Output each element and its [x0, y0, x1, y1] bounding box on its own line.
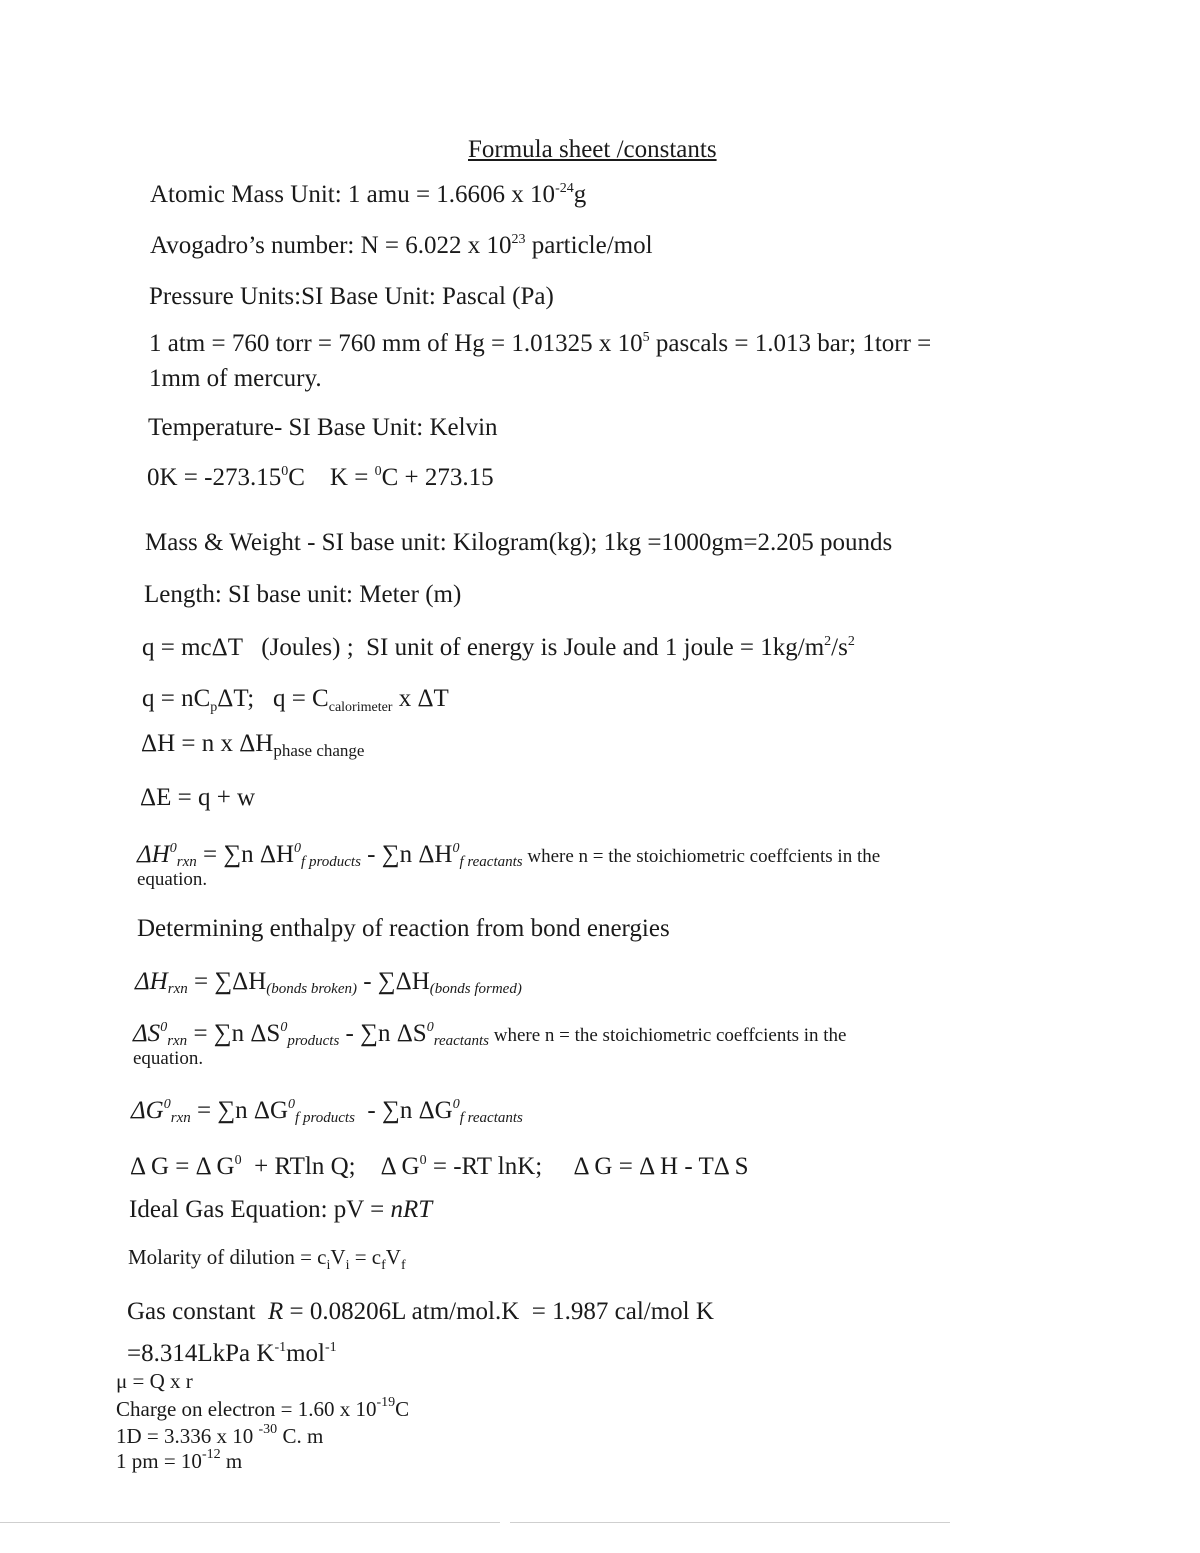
- ideal-gas-line: Ideal Gas Equation: pV = nRT: [129, 1196, 433, 1223]
- gibbs-rxn-line: $\Delta G^0rxn = \sum n$ $\Delta G^0f$ products - ∑n $\Delta G^0f$ reactants: [131, 1097, 523, 1126]
- entropy-rxn-line-cont: equation.: [133, 1048, 204, 1069]
- gibbs-equations-line: Δ G = Δ $G^0 + RTln$ Q; Δ $G^0 = -RT$ lnK; Δ G = Δ H - TΔ S: [130, 1153, 749, 1180]
- enthalpy-rxn-line: $\Delta H^0rxn = \sum n$ $\Delta H^0f$ products - ∑n $\Delta H^0f$ reactants where n = the stoichiometric coeffcients in the: [137, 841, 881, 870]
- entropy-rxn-line: $\Delta S^0rxn = \sum n$ $\Delta S^0products - \sum n$ $\Delta S^0reactants$ where n = the stoichiometric coeffcients in the: [133, 1020, 847, 1049]
- scan-edge-right: [510, 1522, 950, 1523]
- mass-line: Mass & Weight - SI base unit: Kilogram(kg); 1kg =1000gm=2.205 pounds: [145, 529, 893, 556]
- page-title: Formula sheet /constants: [468, 136, 717, 163]
- bond-energy-equation: ΔHrxn = ∑ΔH(bonds broken) - ∑ΔH(bonds formed): [135, 968, 522, 997]
- pressure-units-line: Pressure Units:SI Base Unit: Pascal (Pa): [149, 283, 554, 310]
- avogadro-line: Avogadro’s number: N = 6.022 x $10^{23}$ particle/mol: [150, 232, 653, 259]
- debye-line: 1D = 3.336 x 10 $^{-30}$ C. m: [116, 1422, 324, 1448]
- kelvin-line: $0K = -273.15^0C$ K = $^0$C + 273.15: [147, 464, 494, 491]
- length-line: Length: SI base unit: Meter (m): [144, 581, 462, 608]
- atm-line: 1 atm = 760 torr = 760 mm of Hg = 1.01325 x $10^5$ pascals = 1.013 bar; 1torr =: [149, 330, 932, 357]
- heat-equation-line: q = mcΔT (Joules) ; SI unit of energy is Joule and 1 joule = $1kg/m^2/s^2$: [142, 634, 855, 661]
- dilution-line: Molarity of dilution = $c_iV_i = c_fV_f$: [128, 1245, 406, 1273]
- heat-capacity-line: $q = nC_p\Delta T$; $q = C_{calorimeter}$ x ΔT: [142, 685, 449, 715]
- dipole-line: μ = Q x r: [116, 1369, 193, 1393]
- gas-constant-line: Gas constant R = 0.08206L atm/mol.K = 1.987 cal/mol K: [127, 1298, 714, 1325]
- scan-edge-left: [0, 1522, 500, 1523]
- internal-energy-line: ΔE = q + w: [140, 784, 256, 811]
- enthalpy-rxn-line-cont: equation.: [137, 869, 208, 890]
- phase-change-line: ΔH = n x $\Delta H_{phase change}$: [141, 730, 365, 760]
- temperature-line: Temperature- SI Base Unit: Kelvin: [148, 414, 498, 441]
- picometer-line: 1 pm = $10^{-12}$ m: [116, 1447, 243, 1473]
- bond-energy-heading: Determining enthalpy of reaction from bond energies: [137, 915, 670, 942]
- amu-line: Atomic Mass Unit: 1 amu = 1.6606 x $10^{-24}g$: [150, 181, 587, 208]
- electron-charge-line: Charge on electron = 1.60 x $10^{-19}C$: [116, 1395, 410, 1421]
- gas-constant-line-2: =8.314LkPa $K^{-1}mol^{-1}$: [127, 1340, 337, 1367]
- atm-line-cont: 1mm of mercury.: [149, 365, 322, 392]
